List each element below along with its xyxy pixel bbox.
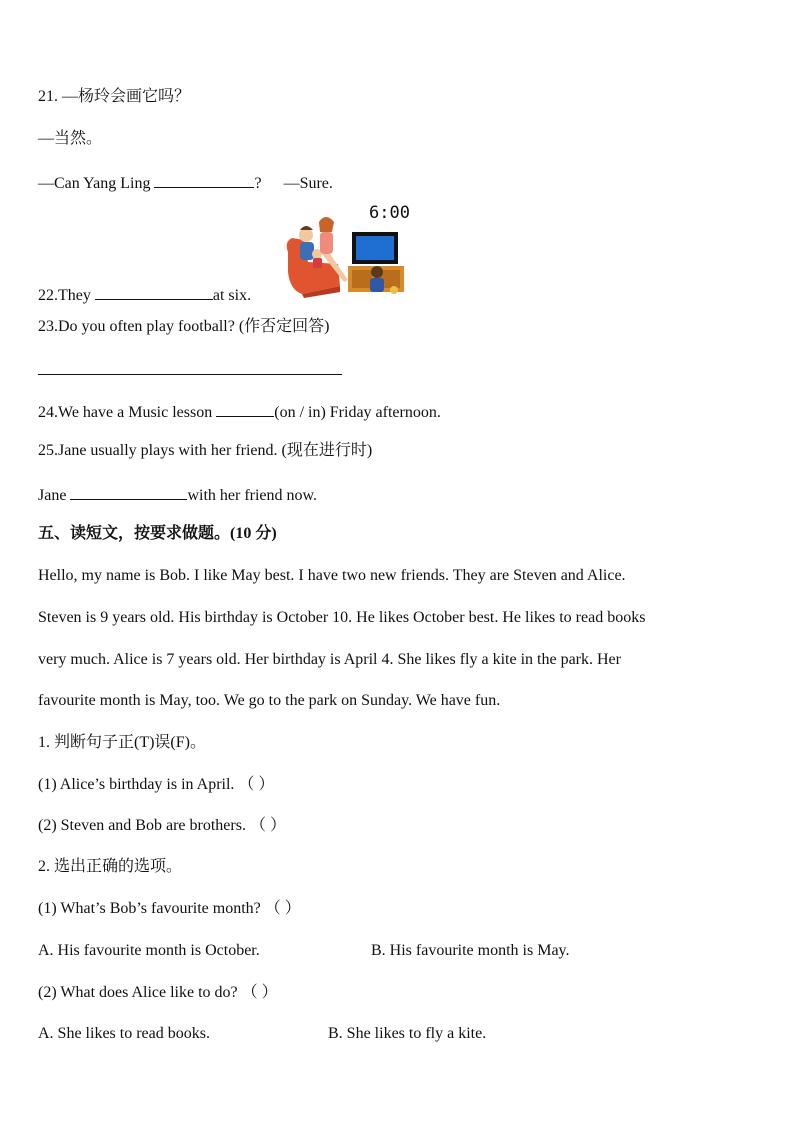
section-title: 五、读短文，按要求做题。(10 分): [38, 525, 277, 542]
q21-prefix: —Can Yang Ling: [38, 175, 155, 192]
option-a: A. His favourite month is October.: [38, 942, 260, 959]
q21-chinese: 21. —杨玲会画它吗？: [38, 88, 191, 105]
answer-blank[interactable]: [95, 283, 213, 300]
part1-title: 1. 判断句子正(T)误(F)。: [38, 734, 206, 751]
part2-question-1: (1) What’s Bob’s favourite month? （ ）: [38, 900, 301, 917]
q25-suffix: with her friend now.: [187, 487, 318, 504]
q24-prefix: 24.We have a Music lesson: [38, 404, 217, 421]
passage-line: Hello, my name is Bob. I like May best. I have two new friends. They are Steven and Alice.: [38, 567, 626, 584]
q23-answer-line: [38, 358, 342, 381]
answer-blank[interactable]: [38, 358, 342, 375]
q25-answer: [38, 483, 317, 506]
q22-suffix: at six.: [212, 287, 252, 304]
q21-answer-chinese: —当然。: [38, 130, 103, 147]
q21-suffix: ?: [254, 175, 262, 192]
part1-question-1: (1) Alice’s birthday is in April. （ ）: [38, 776, 275, 793]
answer-blank[interactable]: [154, 171, 254, 188]
q25: 25.Jane usually plays with her friend. (现在进行时): [38, 442, 373, 459]
q24-suffix: (on / in) Friday afternoon.: [274, 404, 441, 421]
answer-blank[interactable]: [70, 483, 187, 500]
passage-line: very much. Alice is 7 years old. Her birthday is April 4. She likes fly a kite in the park. Her: [38, 651, 621, 668]
q25-prefix: Jane: [38, 487, 71, 504]
answer-blank[interactable]: [216, 400, 274, 417]
clock-time: 6:00: [369, 203, 410, 223]
part1-question-2: (2) Steven and Bob are brothers. （ ）: [38, 817, 286, 834]
passage-line: favourite month is May, too. We go to the park on Sunday. We have fun.: [38, 692, 501, 709]
q21-english: [38, 171, 333, 194]
option-b: B. His favourite month is May.: [371, 942, 570, 959]
q22-prefix: 22.They: [38, 287, 95, 304]
q23: 23.Do you often play football? (作否定回答): [38, 318, 330, 335]
q21-reply: —Sure.: [283, 175, 333, 192]
part2-question-2: (2) What does Alice like to do? （ ）: [38, 984, 278, 1001]
family-watching-tv-illustration: [282, 202, 410, 298]
option-b: B. She likes to fly a kite.: [328, 1025, 487, 1042]
part2-title: 2. 选出正确的选项。: [38, 858, 183, 875]
option-a: A. She likes to read books.: [38, 1025, 210, 1042]
q22: [38, 283, 251, 306]
q24: [38, 400, 441, 423]
passage-line: Steven is 9 years old. His birthday is October 10. He likes October best. He likes to read books: [38, 609, 646, 626]
